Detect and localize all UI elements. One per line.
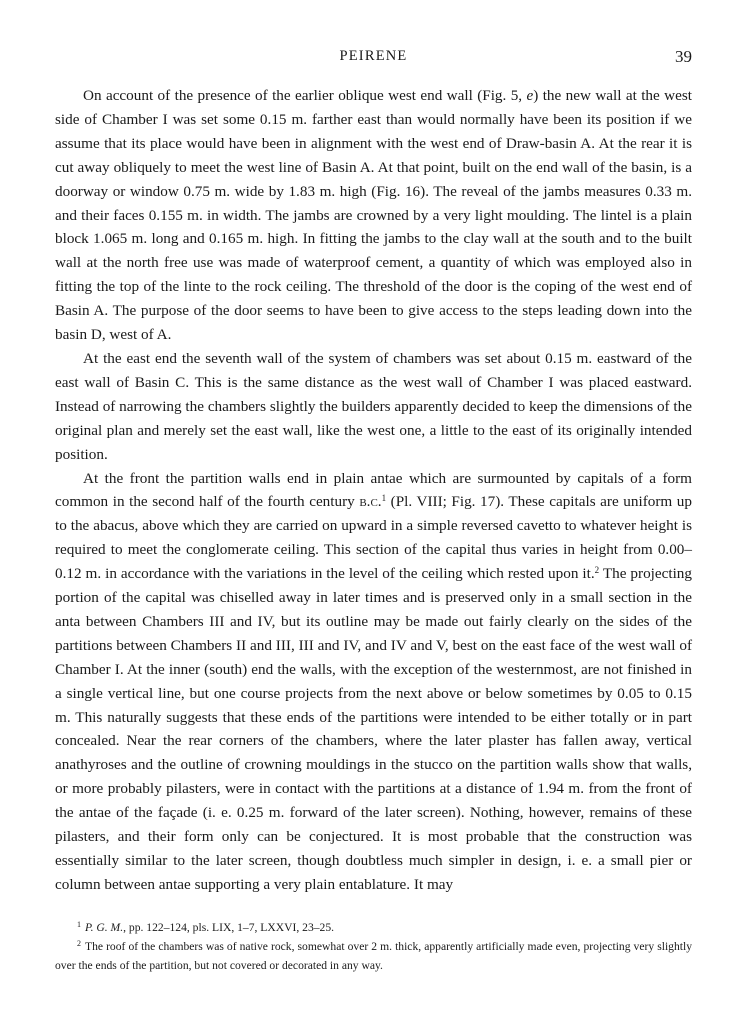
page-number: 39: [675, 47, 692, 66]
paragraph-3: At the front the partition walls end in plain antae which are surmounted by capitals of a form common in the second half of the fourth century b.c.$^1$ (Pl. VIII; Fig. 17). These capitals are uniform up to the abacus, above which they are carried on upward in a simple reversed cavetto to whatever height is required to meet the conglomerate ceiling. This section of the capital thus varies in height from 0.00–0.12 m. in accordance with the variations in the level of the ceiling which rested upon it.$^2$ The projecting portion of the capital was chiselled away in later times and is preserved only in a small section in the anta between Chambers III and IV, but its outline may be made out fairly clearly on the sides of the partitions between Chambers II and III, III and IV, and IV and V, best on the east face of the west wall of Chamber I. At the inner (south) end the walls, with the exception of the westernmost, are not finished in a single vertical line, but one course projects from the next above or below sometimes by 0.05 to 0.15 m. This naturally suggests that these ends of the partitions were intended to be either totally or in part concealed. Near the rear corners of the chambers, where the later plaster has fallen away, vertical anathyroses and the outline of crowning mouldings in the stucco on the partition walls show that walls, or more probably pilasters, were in contact with the partitions at a distance of 1.94 m. from the front of the antae of the façade (i. e. 0.25 m. forward of the later screen). Nothing, however, remains of these pilasters, and their form only can be conjectured. It is most probable that the construction was essentially similar to the later screen, though doubtless much simpler in design, i. e. a small pier or column between antae supporting a very plain entablature. It may: [55, 469, 692, 893]
footnote-1: $^1$ P. G. M., pp. 122–124, pls. LIX, 1–7, LXXVI, 23–25.: [77, 920, 335, 934]
era-abbreviation: b.c.: [359, 493, 382, 511]
footnote-citation-title: P. G. M.: [85, 921, 124, 934]
footnote-ref-2[interactable]: 2: [594, 565, 600, 576]
footnote-ref-1[interactable]: 1: [381, 493, 387, 504]
footnotes: [55, 918, 692, 975]
page-header: [55, 48, 692, 70]
body-text: [55, 84, 692, 897]
running-title: PEIRENE: [339, 48, 408, 64]
figure-letter: e: [526, 87, 534, 104]
footnote-marker: 1: [77, 920, 81, 929]
footnote-marker: 2: [77, 939, 81, 948]
footnote-2: $^2$ The roof of the chambers was of native rock, somewhat over 2 m. thick, apparently artificially made even, projecting very slightly over the ends of the partition, but not covered or decorated in any way.: [55, 939, 692, 972]
paragraph-1: On account of the presence of the earlier oblique west end wall (Fig. 5, e) the new wall at the west side of Chamber I was set some 0.15 m. farther east than would normally have been its position if we assume that its place would have been in alignment with the west end of Draw-basin A. At the rear it is cut away obliquely to meet the west line of Basin A. At that point, built on the end wall of the basin, is a doorway or window 0.75 m. wide by 1.83 m. high (Fig. 16). The reveal of the jambs measures 0.33 m. and their faces 0.155 m. in width. The jambs are crowned by a very light moulding. The lintel is a plain block 1.065 m. long and 0.165 m. high. In fitting the jambs to the clay wall at the south and to the built wall at the north free use was made of waterproof cement, a quantity of which was employed also in fitting the top of the linte to the rock ceiling. The threshold of the door is the coping of the west end of Basin A. The purpose of the door seems to have been to give access to the steps leading down into the basin D, west of A.: [55, 87, 692, 344]
paragraph-2: At the east end the seventh wall of the system of chambers was set about 0.15 m. eastward of the east wall of Basin C. This is the same distance as the west wall of Chamber I was placed eastward. Instead of narrowing the chambers slightly the builders apparently decided to keep the dimensions of the original plan and merely set the east wall, like the west one, a little to the east of its originally intended position.: [55, 349, 692, 463]
